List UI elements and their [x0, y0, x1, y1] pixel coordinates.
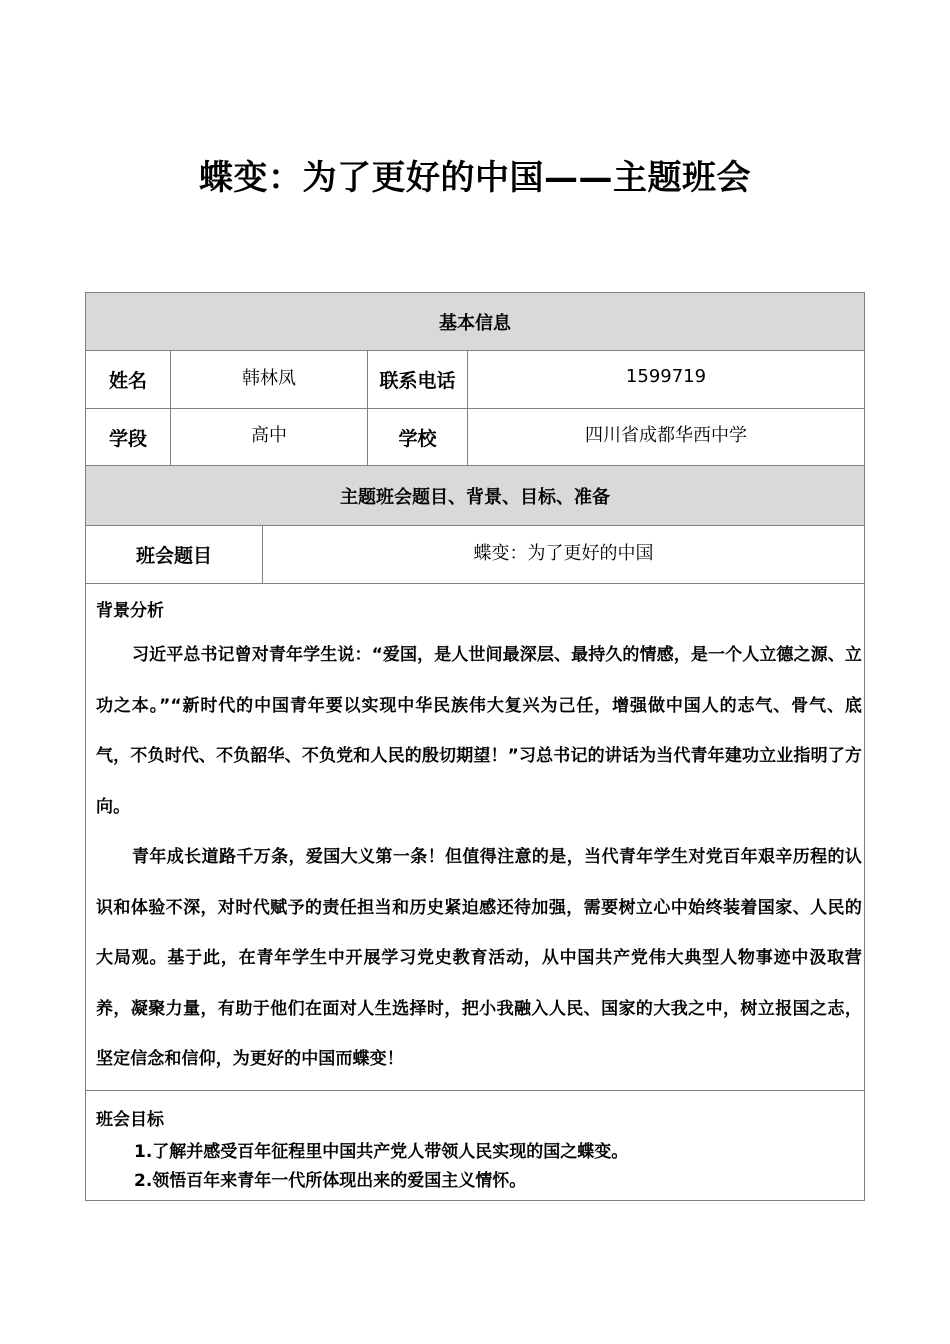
- stage-value-text: 高中: [251, 425, 287, 446]
- page-title: 蝶变：为了更好的中国——主题班会: [199, 158, 751, 198]
- topic-label: 班会题目: [86, 526, 263, 584]
- school-value: [468, 409, 865, 466]
- background-paragraph: 青年成长道路千万条，爱国大义第一条！但值得注意的是，当代青年学生对党百年艰辛历程的认识和体验不深，对时代赋予的责任担当和历史紧迫感还待加强，需要树立心中始终装着国家、人民的大局观。基于此，在青年学生中开展学习党史教育活动，从中国共产党伟大典型人物事迹中汲取营养，凝聚力量，有助于他们在面对人生选择时，把小我融入人民、国家的大我之中，树立报国之志，坚定信念和信仰，为更好的中国而蝶变！: [96, 847, 862, 1069]
- phone-label: 联系电话: [368, 351, 468, 409]
- goals-heading: 班会目标: [96, 1110, 164, 1130]
- background-paragraph: 习近平总书记曾对青年学生说：“爱国，是人世间最深层、最持久的情感，是一个人立德之源、立功之本。”“新时代的中国青年要以实现中华民族伟大复兴为己任，增强做中国人的志气、骨气、底气，不负时代、不负韶华、不负党和人民的殷切期望！”习总书记的讲话为当代青年建功立业指明了方向。: [96, 645, 862, 817]
- school-value-text: 四川省成都华西中学: [585, 425, 748, 446]
- basic-info-header: 基本信息: [86, 293, 865, 351]
- goal-item: 2.领悟百年来青年一代所体现出来的爱国主义情怀。: [134, 1171, 527, 1191]
- goals-cell: [86, 1091, 865, 1201]
- name-value: [171, 351, 368, 409]
- goal-item: 1.了解并感受百年征程里中国共产党人带领人民实现的国之蝶变。: [134, 1142, 629, 1162]
- name-label: 姓名: [86, 351, 171, 409]
- info-table: [85, 292, 865, 1201]
- school-label: 学校: [368, 409, 468, 466]
- topic-value: [263, 526, 865, 584]
- background-cell: [86, 584, 865, 1091]
- topic-value-text: 蝶变：为了更好的中国: [473, 542, 654, 564]
- background-heading: 背景分析: [96, 601, 164, 621]
- phone-value: [468, 351, 865, 409]
- topic-section-header: 主题班会题目、背景、目标、准备: [86, 466, 865, 526]
- name-value-text: 韩林凤: [242, 367, 296, 389]
- stage-value: [171, 409, 368, 466]
- phone-value-text: 1599719: [625, 366, 707, 387]
- stage-label: 学段: [86, 409, 171, 466]
